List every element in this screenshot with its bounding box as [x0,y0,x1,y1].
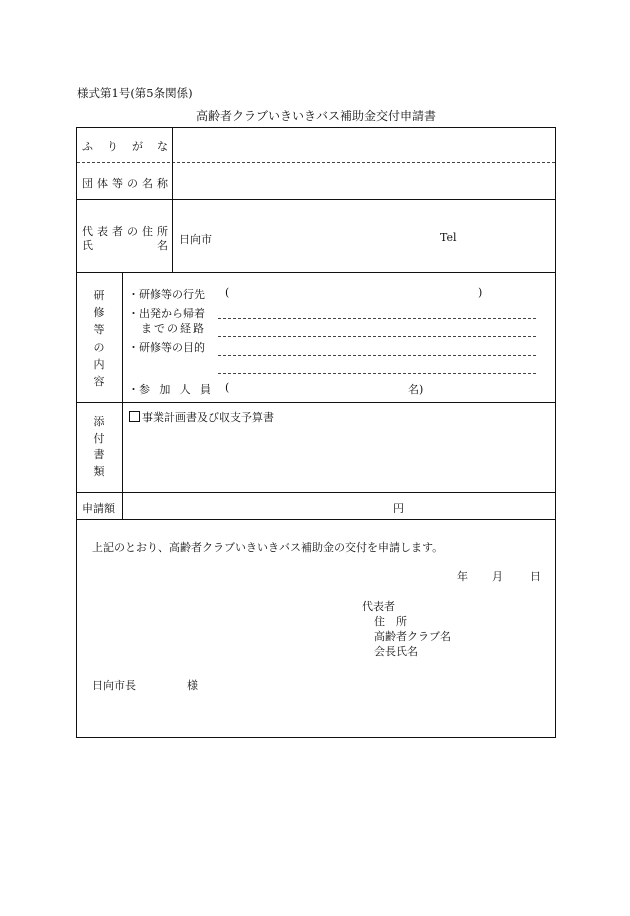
destination-close-paren: ) [478,286,483,299]
date-day: 日 [530,570,541,583]
purpose-line-1[interactable] [218,355,536,356]
section-column-divider [122,272,123,519]
row-divider-2 [77,272,555,273]
applicant-club-label: 高齢者クラブ名 [374,630,451,643]
date-year: 年 [457,570,468,583]
applicant-address-label: 住 所 [374,615,407,628]
row-divider-4 [77,492,555,493]
route-label-2: までの経路 [141,322,206,335]
attachments-section-label: 添 付 書 類 [93,415,105,478]
row-divider-1 [77,199,555,200]
label-column-divider [172,128,173,272]
row-divider-5 [77,519,555,520]
purpose-line-2[interactable] [218,373,536,374]
destination-open-paren: ( [225,286,230,299]
addressee-honorific: 様 [187,679,198,692]
application-form-table [76,127,556,738]
applicant-president-label: 会長氏名 [374,645,418,658]
attachment-item: 事業計画書及び収支予算書 [129,409,274,425]
attachment-checkbox[interactable] [129,411,140,422]
rep-tel-label: Tel [440,231,457,244]
group-name-label: 団 体 等 の 名 称 [82,177,168,190]
furigana-label: ふ り が な [82,140,168,153]
training-section-label: 研 修 等 の 内 容 [93,289,105,388]
participants-label: ・ 参 加 人 員 [128,383,211,396]
applicant-representative: 代表者 [362,600,395,613]
row-divider-3 [77,402,555,403]
route-line-2[interactable] [218,336,536,337]
rep-name-label: 氏 名 [82,239,168,252]
rep-address-label: 代 表 者 の 住 所 [82,225,168,238]
amount-unit: 円 [393,502,404,515]
purpose-label: ・研修等の目的 [128,341,205,354]
form-id: 様式第1号(第5条関係) [77,86,193,100]
participants-unit: 名) [408,383,424,396]
furigana-divider [77,162,555,163]
participants-open-paren: ( [225,381,230,394]
amount-label: 申請額 [82,502,115,515]
date-month: 月 [492,570,503,583]
route-line-1[interactable] [218,318,536,319]
route-label-1: ・出発から帰着 [128,307,205,320]
destination-label: ・研修等の行先 [128,288,205,301]
form-title: 高齢者クラブいきいきバス補助金交付申請書 [195,109,436,123]
addressee-mayor: 日向市長 [92,679,136,692]
rep-city: 日向市 [179,233,212,246]
declaration-text: 上記のとおり、高齢者クラブいきいきバス補助金の交付を申請します。 [92,541,444,554]
